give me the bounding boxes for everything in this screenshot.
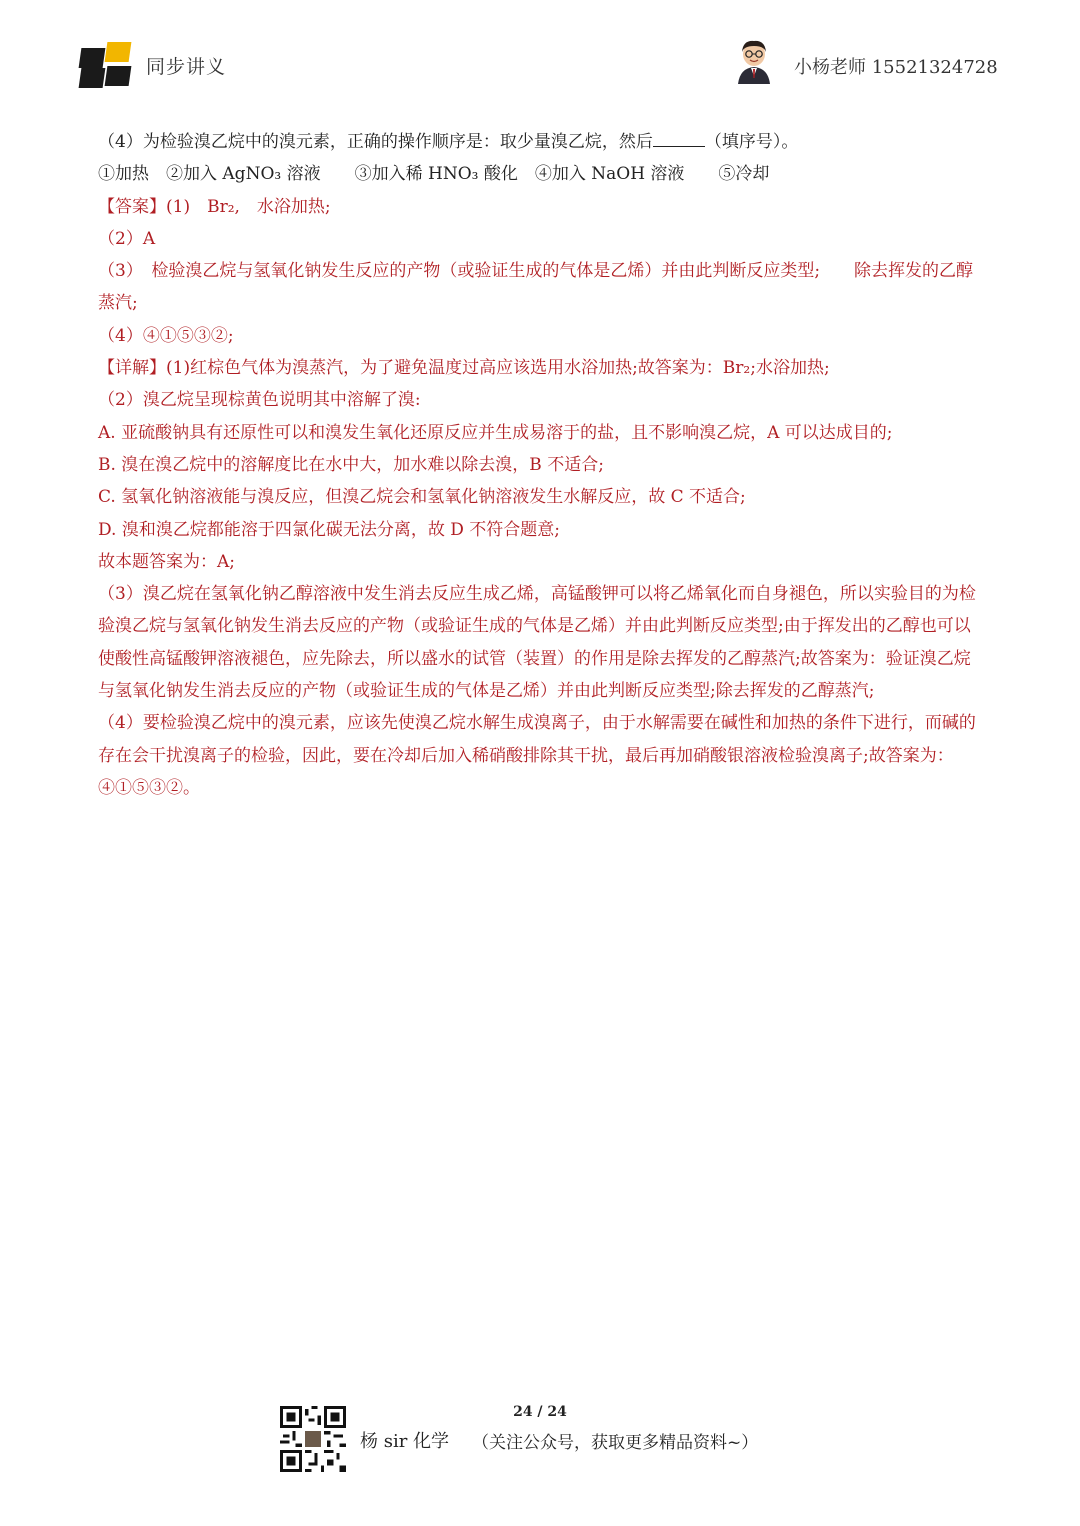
answer-blank	[653, 130, 705, 147]
question-4-suffix: （填序号）。	[704, 132, 799, 152]
explanation-1: 【详解】(1)红棕色气体为溴蒸汽，为了避免温度过高应该选用水浴加热;故答案为：Br₂;水浴加热;	[98, 358, 830, 379]
explanation-2-d: D. 溴和溴乙烷都能溶于四氯化碳无法分离，故 D 不符合题意;	[98, 519, 560, 540]
page-number: 24 / 24	[513, 1404, 567, 1420]
document-body	[98, 126, 983, 804]
answer-4: （4）④①⑤③②;	[98, 325, 234, 346]
explanation-2: （2）溴乙烷呈现棕黄色说明其中溶解了溴:	[98, 390, 421, 411]
series-title: 同步讲义	[146, 56, 227, 78]
answer-2: （2）A	[98, 228, 156, 249]
answer-1: 【答案】(1) Br₂, 水浴加热;	[98, 196, 331, 217]
explanation-2-b: B. 溴在溴乙烷中的溶解度比在水中大，加水难以除去溴，B 不适合;	[98, 454, 604, 475]
explanation-2-c: C. 氢氧化钠溶液能与溴反应，但溴乙烷会和氢氧化钠溶液发生水解反应，故 C 不适合;	[98, 487, 746, 508]
teacher-contact: 小杨老师 15521324728	[794, 57, 998, 78]
page-header	[0, 0, 1080, 110]
answer-3: （3） 检验溴乙烷与氢氧化钠发生反应的产物（或验证生成的气体是乙烯）并由此判断反应类型; 除去挥发的乙醇蒸汽;	[98, 261, 974, 314]
explanation-4: （4）要检验溴乙烷中的溴元素，应该先使溴乙烷水解生成溴离子，由于水解需要在碱性和加热的条件下进行，而碱的存在会干扰溴离子的检验，因此，要在冷却后加入稀硝酸排除其干扰，最后再加硝酸银溶液检验溴离子;故答案为：④①⑤③②。	[98, 713, 976, 798]
explanation-3: （3）溴乙烷在氢氧化钠乙醇溶液中发生消去反应生成乙烯，高锰酸钾可以将乙烯氧化而自身褪色，所以实验目的为检验溴乙烷与氢氧化钠发生消去反应的产物（或验证生成的气体是乙烯）并由此判断反应类型;由于挥发出的乙醇也可以使酸性高锰酸钾溶液褪色，应先除去，所以盛水的试管（装置）的作用是除去挥发的乙醇蒸汽;故答案为：验证溴乙烷与氢氧化钠发生消去反应的产物（或验证生成的气体是乙烯）并由此判断反应类型;除去挥发的乙醇蒸汽;	[98, 584, 976, 702]
footer-brand: 杨 sir 化学	[360, 1431, 450, 1452]
question-4-options: ①加热 ②加入 AgNO₃ 溶液 ③加入稀 HNO₃ 酸化 ④加入 NaOH 溶液 ⑤冷却	[98, 164, 770, 185]
question-4	[98, 126, 983, 158]
explanation-2-conclusion: 故本题答案为：A;	[98, 551, 236, 572]
four-squares-logo-icon	[80, 42, 134, 88]
explanation-2-a: A. 亚硫酸钠具有还原性可以和溴发生氧化还原反应并生成易溶于的盐，且不影响溴乙烷，A 可以达成目的;	[98, 422, 893, 443]
footer-follow-note: （关注公众号，获取更多精品资料~）	[472, 1433, 759, 1453]
question-4-text: （4）为检验溴乙烷中的溴元素，正确的操作顺序是：取少量溴乙烷，然后	[98, 132, 653, 152]
qr-code-icon	[280, 1406, 346, 1472]
teacher-avatar-icon	[734, 38, 774, 84]
